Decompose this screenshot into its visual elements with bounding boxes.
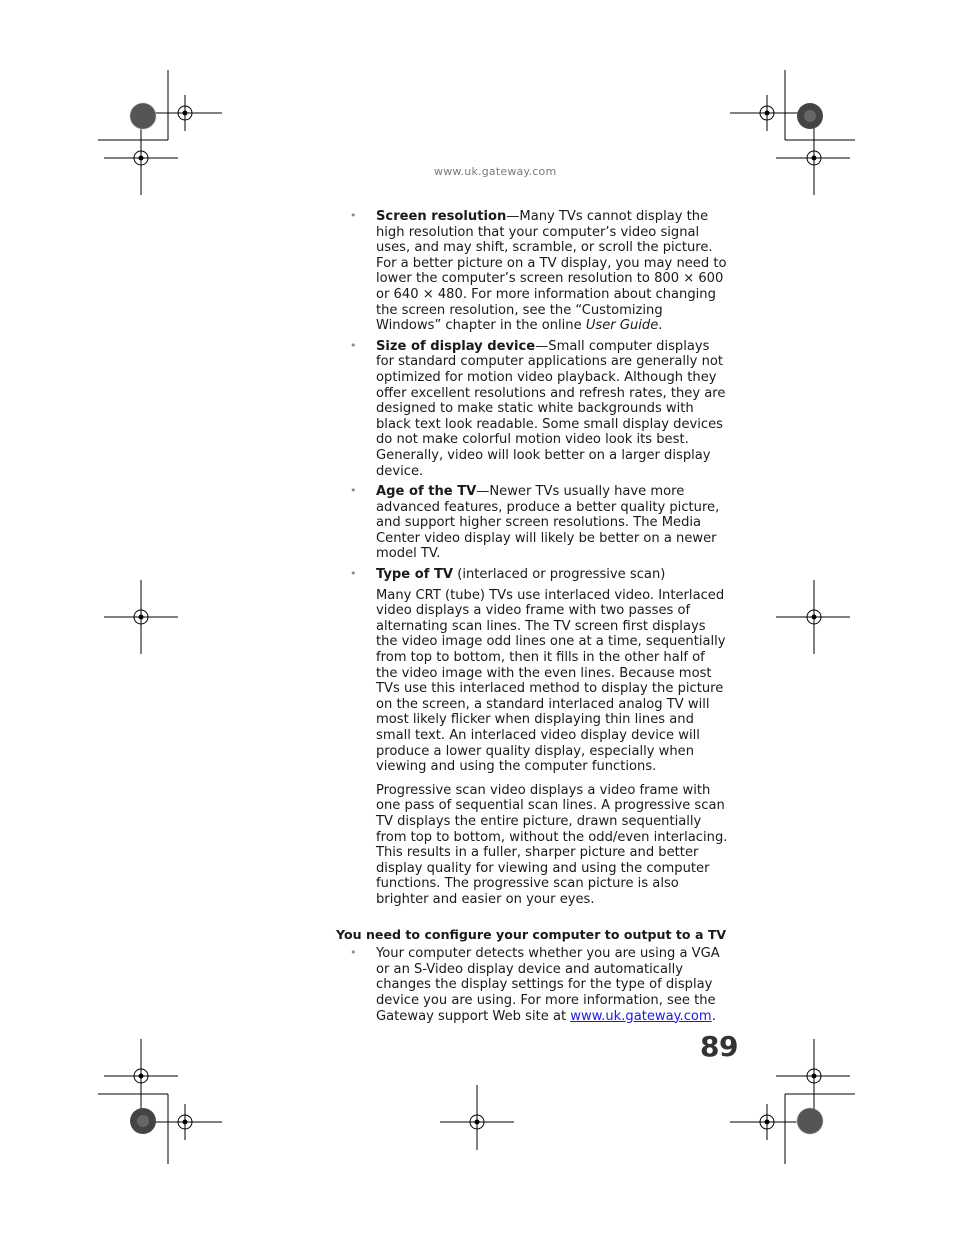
bullet-item-configure	[336, 946, 728, 1024]
section-heading-configure: You need to configure your computer to output to a TV	[336, 926, 727, 942]
progressive-paragraph: Progressive scan video displays a video frame with one pass of sequential scan lines. A progressive scan TV displays the entire picture, drawn sequentially from top to bottom, without the odd/even interlacing. This results in a fuller, sharper picture and better display quality for viewing and using the computer functions. The progressive scan picture is also brighter and easier on your eyes.	[376, 782, 728, 907]
em-dash: —	[476, 484, 490, 500]
bullet-icon: •	[350, 209, 357, 222]
item-end: .	[658, 318, 663, 334]
em-dash: —	[506, 209, 520, 224]
term-size-of-display-device: Size of display device	[376, 338, 536, 354]
gateway-website-link[interactable]: www.uk.gateway.com	[570, 1008, 712, 1024]
bullet-icon: •	[350, 567, 357, 581]
user-guide-title: User Guide	[585, 318, 659, 334]
main-content	[336, 209, 728, 1029]
em-dash: —	[535, 338, 549, 354]
term-screen-resolution: Screen resolution	[376, 209, 507, 224]
item-text: Newer TVs usually have more advanced features, produce a better quality picture, and support higher screen resolutions. The Media Center video display will likely be better on a newer model TV.	[376, 484, 720, 562]
item-text: Many TVs cannot display the high resolution that your computer’s video signal uses, and may shift, scramble, or scroll the picture. For a better picture on a TV display, you may need to lower the computer’s screen resolution to 800 × 600 or 640 × 480. For more information about changing the screen resolution, see the “Customizing Windows” chapter in the online	[376, 209, 727, 334]
item-text: Your computer detects whether you are using a VGA or an S-Video display device and automatically changes the display settings for the type of display device you are using. For more information, see the Gateway support Web site at	[376, 946, 720, 1024]
bullet-item-size-of-display	[336, 339, 728, 479]
bullet-icon: •	[350, 338, 357, 352]
item-text: (interlaced or progressive scan)	[453, 567, 666, 583]
bullet-icon: •	[350, 946, 357, 960]
item-text: Small computer displays for standard computer applications are generally not optimized for motion video playback. Although they offer excellent resolutions and refresh rates, they are designed to make static white backgrounds with black text look readable. Some small display devices do not make colorful motion video look its best. Generally, video will look better on a larger display device.	[376, 338, 726, 479]
term-age-of-tv: Age of the TV	[376, 484, 477, 500]
header-url: www.uk.gateway.com	[434, 165, 557, 178]
bullet-item-type-of-tv	[336, 567, 728, 583]
bullet-item-age-of-tv	[336, 484, 728, 562]
bullet-item-screen-resolution	[336, 209, 728, 334]
page-number: 89	[700, 1030, 738, 1063]
bullet-icon: •	[350, 484, 357, 498]
interlaced-paragraph: Many CRT (tube) TVs use interlaced video. Interlaced video displays a video frame with two passes of alternating scan lines. The TV screen first displays the video image odd lines one at a time, sequentially from top to bottom, then it fills in the other half of the video image with the even lines. Because most TVs use this interlaced method to display the picture on the screen, a standard interlaced analog TV will most likely flicker when displaying thin lines and small text. An interlaced video display device will produce a lower quality display, especially when viewing and using the computer functions.	[376, 587, 726, 775]
item-end: .	[711, 1008, 716, 1024]
term-type-of-tv: Type of TV	[376, 567, 454, 583]
